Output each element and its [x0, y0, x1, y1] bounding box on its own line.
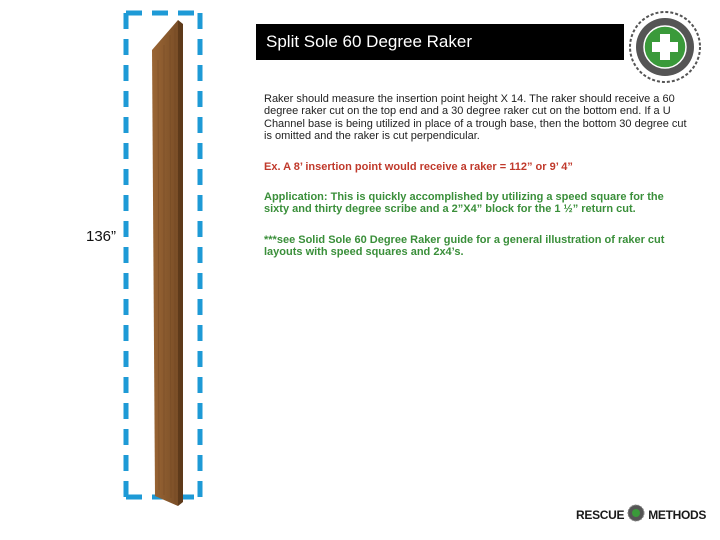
raker-timber-image [150, 20, 186, 511]
description-paragraph: Raker should measure the insertion point height X 14. The raker should receive a 60 degree raker cut on the top end and a 30 degree raker cut on the bottom end. If a U Channel base is being utilized in place of a trough base, then the bottom 30 degree cut is omitted and the raker is cut perpendicular. [264, 93, 687, 143]
gear-emblem-icon [627, 504, 645, 527]
application-paragraph: Application: This is quickly accomplished by utilizing a speed square for the sixty and thirty degree scribe and a 2”X4” block for the 1 ½” return cut. [264, 191, 664, 216]
length-label: 136” [86, 228, 117, 245]
slide-title: Split Sole 60 Degree Raker [266, 32, 473, 51]
example-paragraph: Ex. A 8’ insertion point would receive a raker = 112” or 9’ 4” [264, 160, 573, 173]
logo-word-left: RESCUE [576, 508, 625, 522]
logo-word-right: METHODS [648, 508, 707, 522]
see-also-paragraph: ***see Solid Sole 60 Degree Raker guide for a general illustration of raker cut layouts with speed squares and 2x4’s. [264, 233, 665, 259]
rescue-methods-logo [576, 502, 708, 528]
green-cross-seal-icon [628, 10, 702, 84]
slide-title-bar [256, 24, 624, 60]
content-body [264, 93, 688, 259]
